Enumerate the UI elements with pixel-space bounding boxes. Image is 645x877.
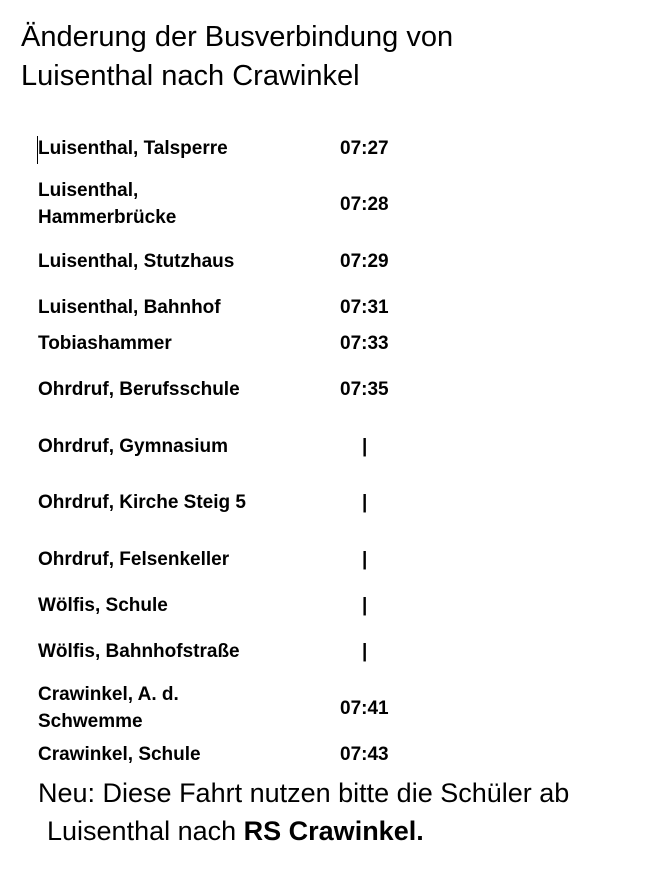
stop-name-line-2: Schwemme (38, 711, 143, 732)
passthrough-marker: | (362, 492, 368, 513)
stop-name: Luisenthal, Bahnhof (38, 297, 221, 318)
stop-name: Ohrdruf, Gymnasium (38, 436, 229, 457)
notice-text (38, 774, 638, 850)
stop-name: Luisenthal, Talsperre (38, 138, 228, 159)
title-line-1: Änderung der Busverbindung von (21, 21, 454, 53)
stop-name: Ohrdruf, Kirche Steig 5 (38, 492, 246, 513)
stop-name (38, 681, 308, 735)
passthrough-marker: | (362, 641, 368, 662)
stop-name: Ohrdruf, Berufsschule (38, 379, 240, 400)
departure-time: 07:41 (340, 698, 389, 719)
notice-plain-text: Luisenthal nach (47, 816, 244, 846)
departure-time: 07:43 (340, 744, 389, 765)
document-title (21, 18, 621, 96)
stop-name-line-1: Luisenthal, (38, 180, 139, 201)
departure-time: 07:28 (340, 194, 389, 215)
departure-time: 07:33 (340, 333, 389, 354)
departure-time: 07:27 (340, 138, 389, 159)
passthrough-marker: | (362, 436, 368, 457)
notice-bold-text: RS Crawinkel. (243, 816, 424, 846)
departure-time: 07:31 (340, 297, 389, 318)
stop-name (38, 177, 308, 231)
passthrough-marker: | (362, 595, 368, 616)
stop-name: Luisenthal, Stutzhaus (38, 251, 235, 272)
departure-time: 07:35 (340, 379, 389, 400)
stop-name: Wölfis, Schule (38, 595, 168, 616)
stop-name: Wölfis, Bahnhofstraße (38, 641, 240, 662)
stop-name-line-2: Hammerbrücke (38, 207, 177, 228)
stop-name-line-1: Crawinkel, A. d. (38, 684, 179, 705)
passthrough-marker: | (362, 549, 368, 570)
stop-name: Crawinkel, Schule (38, 744, 201, 765)
stop-name: Tobiashammer (38, 333, 172, 354)
stop-name: Ohrdruf, Felsenkeller (38, 549, 230, 570)
notice-line-1: Neu: Diese Fahrt nutzen bitte die Schüler ab (38, 778, 570, 808)
notice-line-2 (38, 812, 638, 850)
title-line-2: Luisenthal nach Crawinkel (21, 60, 360, 92)
departure-time: 07:29 (340, 251, 389, 272)
